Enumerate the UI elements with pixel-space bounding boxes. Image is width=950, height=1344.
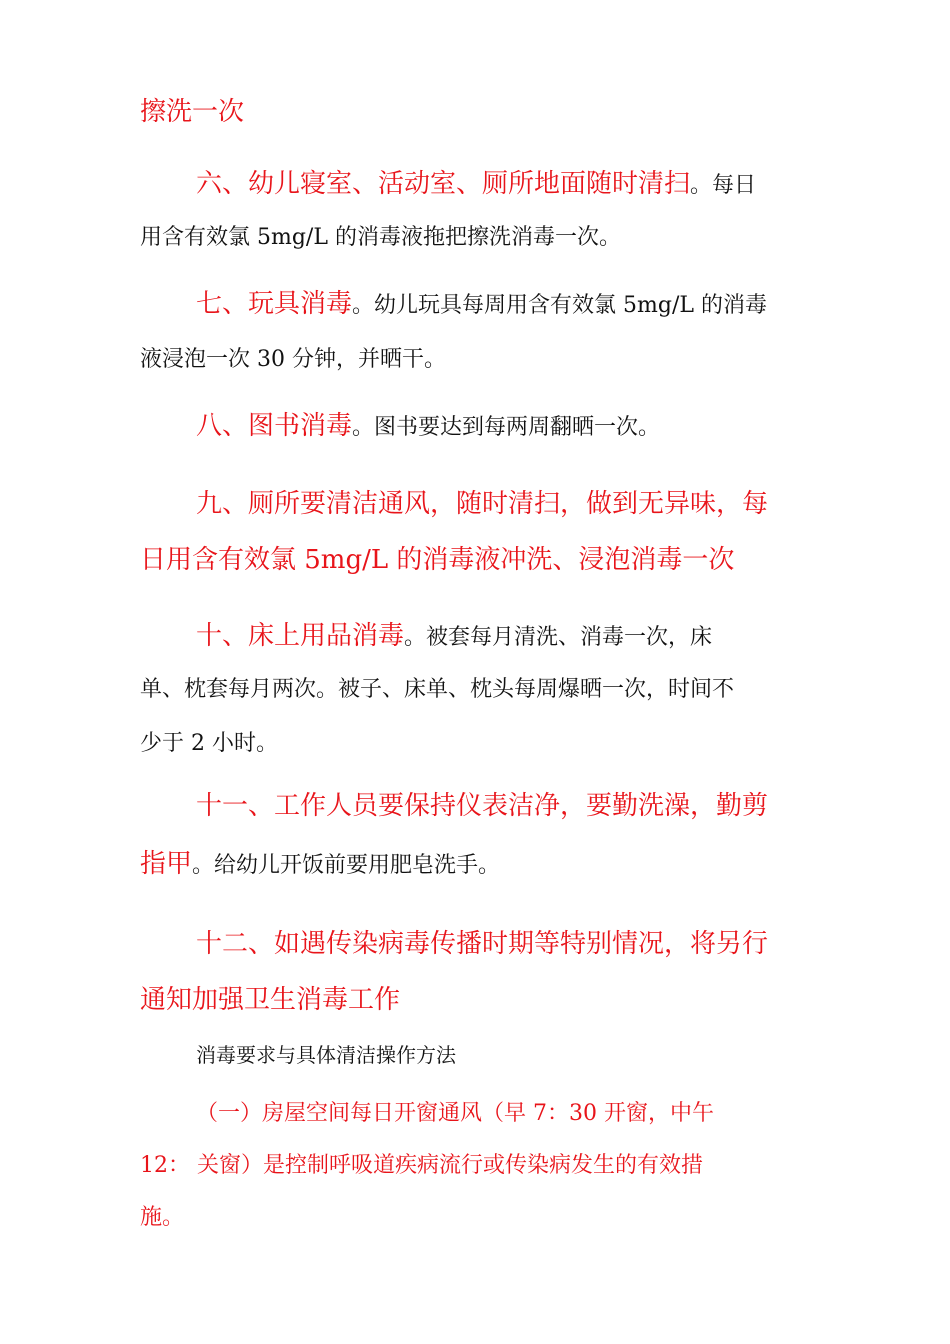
item-1-text-1: （一）房屋空间每日开窗通风（早 7：30 开窗，中午 [196, 1101, 714, 1126]
section-11-line-2 [140, 848, 805, 882]
section-7-line-2 [140, 344, 805, 376]
section-8-heading [140, 410, 805, 444]
section-11-heading [140, 788, 805, 824]
section-6-body: 。每日 [690, 173, 757, 198]
section-9-title: 九、厕所要清洁通风，随时清扫，做到无异味，每 [196, 489, 769, 519]
section-12-heading [140, 926, 805, 962]
section-9-heading [140, 486, 805, 522]
line-1-text: 擦洗一次 [140, 97, 245, 127]
section-11-title: 十一、工作人员要保持仪表洁净，要勤洗澡，勤剪 [196, 791, 769, 821]
subheading-text: 消毒要求与具体清洁操作方法 [196, 1043, 456, 1067]
section-7-heading [140, 288, 805, 322]
item-1-text-2: 12： 关窗）是控制呼吸道疾病流行或传染病发生的有效措 [140, 1153, 703, 1178]
subheading-cleaning-methods [140, 1040, 805, 1070]
section-10-line-3 [140, 728, 805, 760]
section-6-heading [140, 166, 805, 204]
section-7-title: 七、玩具消毒 [196, 289, 353, 319]
item-1-line-2 [140, 1150, 805, 1182]
section-7-body-2: 液浸泡一次 30 分钟，并晒干。 [140, 347, 446, 372]
section-12-title: 十二、如遇传染病毒传播时期等特别情况，将另行 [196, 929, 769, 959]
section-12-line-2 [140, 982, 805, 1018]
section-8-title: 八、图书消毒 [196, 411, 353, 441]
section-6-line-2 [140, 222, 805, 254]
section-8-body: 。图书要达到每两周翻晒一次。 [352, 415, 661, 440]
section-11-body: 。给幼儿开饭前要用肥皂洗手。 [192, 853, 501, 878]
section-10-body: 。被套每月清洗、消毒一次，床 [404, 625, 713, 650]
section-6-title: 六、幼儿寝室、活动室、厕所地面随时清扫 [196, 169, 691, 199]
item-1-line-3 [140, 1202, 805, 1234]
section-11-title-2: 指甲 [140, 849, 193, 879]
item-1-text-3: 施。 [140, 1205, 185, 1230]
section-9-line-2 [140, 542, 805, 578]
section-10-body-2: 单、枕套每月两次。被子、床单、枕头每周爆晒一次，时间不 [140, 677, 735, 702]
section-9-title-2: 日用含有效氯 5mg/L 的消毒液冲洗、浸泡消毒一次 [140, 545, 735, 575]
section-12-title-2: 通知加强卫生消毒工作 [140, 985, 401, 1015]
section-10-title: 十、床上用品消毒 [196, 621, 405, 651]
section-6-body-2: 用含有效氯 5mg/L 的消毒液拖把擦洗消毒一次。 [140, 225, 621, 250]
section-10-heading [140, 620, 805, 654]
item-1-line-1 [140, 1098, 805, 1130]
section-10-body-3: 少于 2 小时。 [140, 731, 278, 756]
section-7-body: 。幼儿玩具每周用含有效氯 5mg/L 的消毒 [352, 293, 767, 318]
line-1 [140, 94, 805, 130]
section-10-line-2 [140, 674, 805, 706]
